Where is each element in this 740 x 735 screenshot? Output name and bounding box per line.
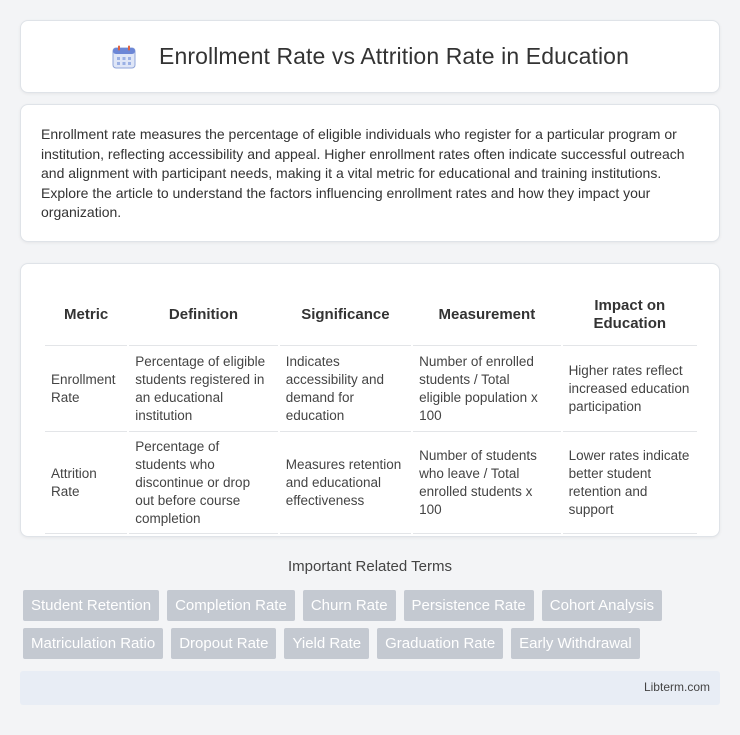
tag-yield-rate[interactable]: Yield Rate bbox=[284, 628, 369, 659]
related-terms-list bbox=[23, 590, 723, 659]
intro-text: Enrollment rate measures the percentage of eligible individuals who register for a particular program or institution, reflecting accessibility and appeal. Higher enrollment rates often indicate successful outreach and alignment with participant needs, making it a vital metric for educational and training institutions. Explore the article to understand the factors influencing enrollment rates and how they impact your organization. bbox=[41, 126, 685, 220]
cell-measurement: Number of students who leave / Total enrolled students x 100 bbox=[413, 432, 560, 534]
tag-graduation-rate[interactable]: Graduation Rate bbox=[377, 628, 503, 659]
tag-early-withdrawal[interactable]: Early Withdrawal bbox=[511, 628, 640, 659]
calendar-icon bbox=[111, 44, 137, 70]
cell-metric: Attrition Rate bbox=[45, 432, 127, 534]
cell-impact: Higher rates reflect increased education participation bbox=[563, 346, 697, 432]
tag-persistence-rate[interactable]: Persistence Rate bbox=[404, 590, 534, 621]
table-row bbox=[45, 346, 697, 432]
cell-metric: Enrollment Rate bbox=[45, 346, 127, 432]
cell-significance: Indicates accessibility and demand for education bbox=[280, 346, 411, 432]
cell-measurement: Number of enrolled students / Total eligible population x 100 bbox=[413, 346, 560, 432]
cell-definition: Percentage of eligible students registered in an educational institution bbox=[129, 346, 277, 432]
footer-brand[interactable]: Libterm.com bbox=[643, 680, 710, 694]
page-title: Enrollment Rate vs Attrition Rate in Education bbox=[159, 43, 629, 69]
header-measurement: Measurement bbox=[413, 284, 560, 346]
header-impact: Impact on Education bbox=[563, 284, 697, 346]
tag-cohort-analysis[interactable]: Cohort Analysis bbox=[542, 590, 662, 621]
header-significance: Significance bbox=[280, 284, 411, 346]
comparison-table bbox=[43, 284, 699, 534]
footer bbox=[20, 671, 720, 705]
cell-impact: Lower rates indicate better student retention and support bbox=[563, 432, 697, 534]
header-definition: Definition bbox=[129, 284, 277, 346]
tag-completion-rate[interactable]: Completion Rate bbox=[167, 590, 295, 621]
tag-churn-rate[interactable]: Churn Rate bbox=[303, 590, 396, 621]
tag-student-retention[interactable]: Student Retention bbox=[23, 590, 159, 621]
header-metric: Metric bbox=[45, 284, 127, 346]
cell-definition: Percentage of students who discontinue or drop out before course completion bbox=[129, 432, 277, 534]
table-row bbox=[45, 432, 697, 534]
intro-card bbox=[20, 104, 720, 242]
cell-significance: Measures retention and educational effectiveness bbox=[280, 432, 411, 534]
table-card bbox=[20, 263, 720, 537]
tag-dropout-rate[interactable]: Dropout Rate bbox=[171, 628, 276, 659]
tag-matriculation-ratio[interactable]: Matriculation Ratio bbox=[23, 628, 163, 659]
header-card bbox=[20, 20, 720, 93]
related-terms-title: Important Related Terms bbox=[288, 558, 452, 575]
table-header-row bbox=[45, 284, 697, 346]
